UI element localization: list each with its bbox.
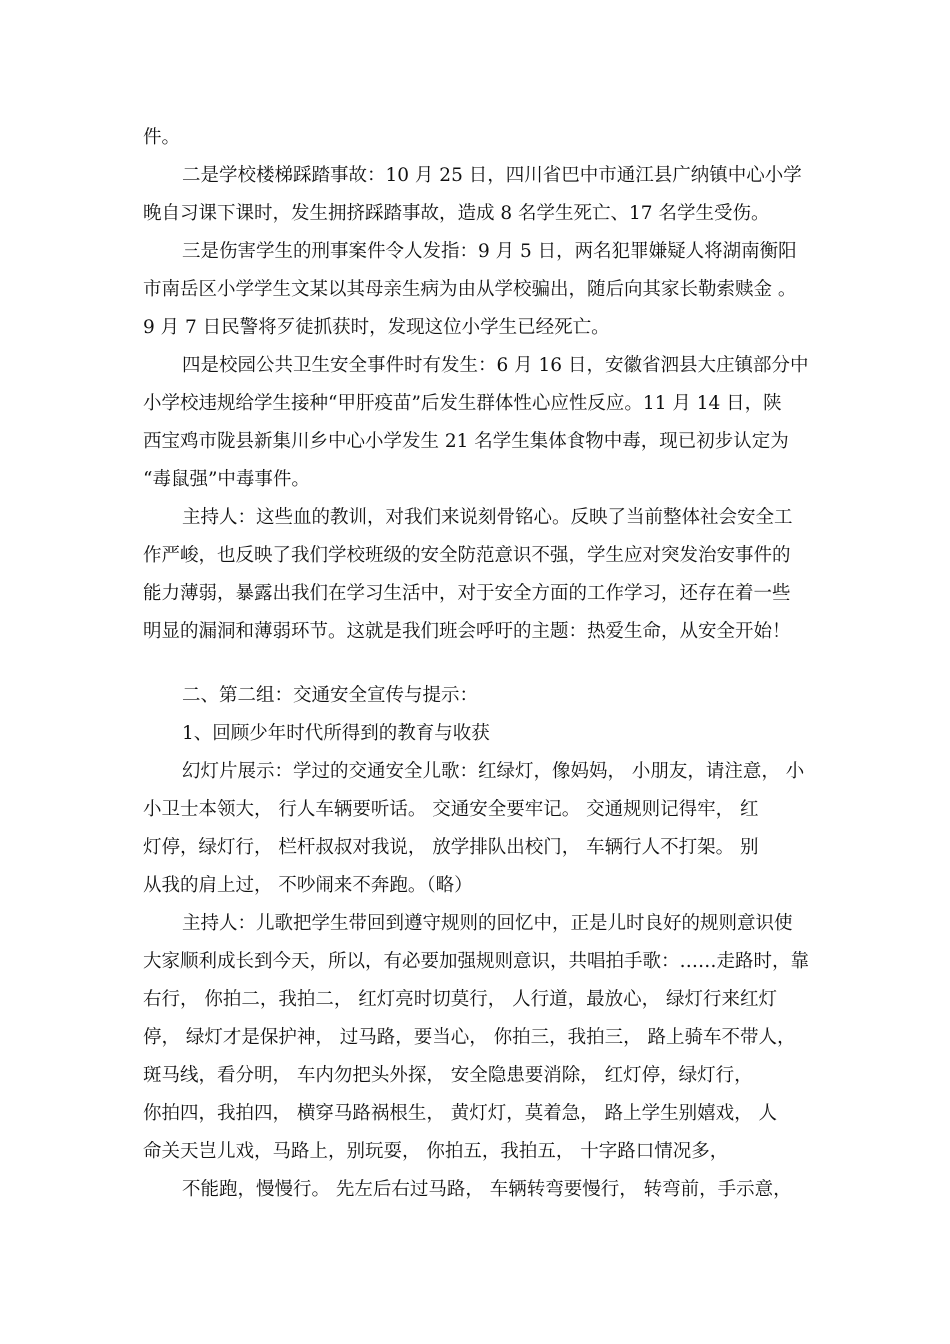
text-line: 明显的漏洞和薄弱环节。这就是我们班会呼吁的主题：热爱生命，从安全开始！ bbox=[143, 621, 791, 642]
text-line: 幻灯片展示：学过的交通安全儿歌：红绿灯，像妈妈， 小朋友，请注意， 小 bbox=[182, 761, 805, 782]
section-heading: 二、第二组：交通安全宣传与提示： bbox=[182, 685, 479, 706]
text-line: 9 月 7 日民警将歹徒抓获时，发现这位小学生已经死亡。 bbox=[143, 317, 610, 338]
text-line: 晚自习课下课时，发生拥挤踩踏事故，造成 8 名学生死亡、17 名学生受伤。 bbox=[143, 203, 770, 224]
text-line: 市南岳区小学学生文某以其母亲生病为由从学校骗出，随后向其家长勒索赎金 。 bbox=[143, 279, 797, 300]
text-line: “毒鼠强”中毒事件。 bbox=[143, 469, 310, 490]
text-line: 不能跑，慢慢行。 先左后右过马路， 车辆转弯要慢行， 转弯前，手示意， bbox=[182, 1179, 792, 1200]
text-line: 小卫士本领大， 行人车辆要听话。 交通安全要牢记。 交通规则记得牢， 红 bbox=[143, 799, 759, 820]
text-line: 斑马线，看分明， 车内勿把头外探， 安全隐患要消除， 红灯停，绿灯行， bbox=[143, 1065, 753, 1086]
text-line: 右行， 你拍二，我拍二， 红灯亮时切莫行， 人行道，最放心， 绿灯行来红灯 bbox=[143, 989, 778, 1010]
text-line: 作严峻，也反映了我们学校班级的安全防范意识不强，学生应对突发治安事件的 bbox=[143, 545, 791, 566]
text-line: 主持人：儿歌把学生带回到遵守规则的回忆中，正是儿时良好的规则意识使 bbox=[182, 913, 793, 934]
text-line: 件。 bbox=[143, 127, 181, 148]
text-line: 三是伤害学生的刑事案件令人发指：9 月 5 日，两名犯罪嫌疑人将湖南衡阳 bbox=[182, 241, 797, 262]
text-line: 停， 绿灯才是保护神， 过马路，要当心， 你拍三，我拍三， 路上骑车不带人， bbox=[143, 1027, 796, 1048]
text-line: 命关天岂儿戏，马路上，别玩耍， 你拍五，我拍五， 十字路口情况多， bbox=[143, 1141, 729, 1162]
text-line: 主持人：这些血的教训，对我们来说刻骨铭心。反映了当前整体社会安全工 bbox=[182, 507, 793, 528]
text-line: 能力薄弱，暴露出我们在学习生活中，对于安全方面的工作学习，还存在着一些 bbox=[143, 583, 791, 604]
subheading: 1、回顾少年时代所得到的教育与收获 bbox=[182, 723, 490, 744]
text-line: 小学校违规给学生接种“甲肝疫苗”后发生群体性心应性反应。11 月 14 日，陕 bbox=[143, 393, 782, 414]
text-line: 四是校园公共卫生安全事件时有发生：6 月 16 日，安徽省泗县大庄镇部分中 bbox=[182, 355, 809, 376]
text-line: 从我的肩上过， 不吵闹来不奔跑。（略） bbox=[143, 875, 473, 896]
text-line: 灯停，绿灯行， 栏杆叔叔对我说， 放学排队出校门， 车辆行人不打架。 别 bbox=[143, 837, 759, 858]
text-line: 你拍四，我拍四， 横穿马路祸根生， 黄灯灯，莫着急， 路上学生别嬉戏， 人 bbox=[143, 1103, 778, 1124]
text-line: 二是学校楼梯踩踏事故：10 月 25 日，四川省巴中市通江县广纳镇中心小学 bbox=[182, 165, 802, 186]
text-line: 西宝鸡市陇县新集川乡中心小学发生 21 名学生集体食物中毒，现已初步认定为 bbox=[143, 431, 789, 452]
text-line: 大家顺利成长到今天，所以，有必要加强规则意识，共唱拍手歌：……走路时，靠 bbox=[143, 951, 810, 972]
